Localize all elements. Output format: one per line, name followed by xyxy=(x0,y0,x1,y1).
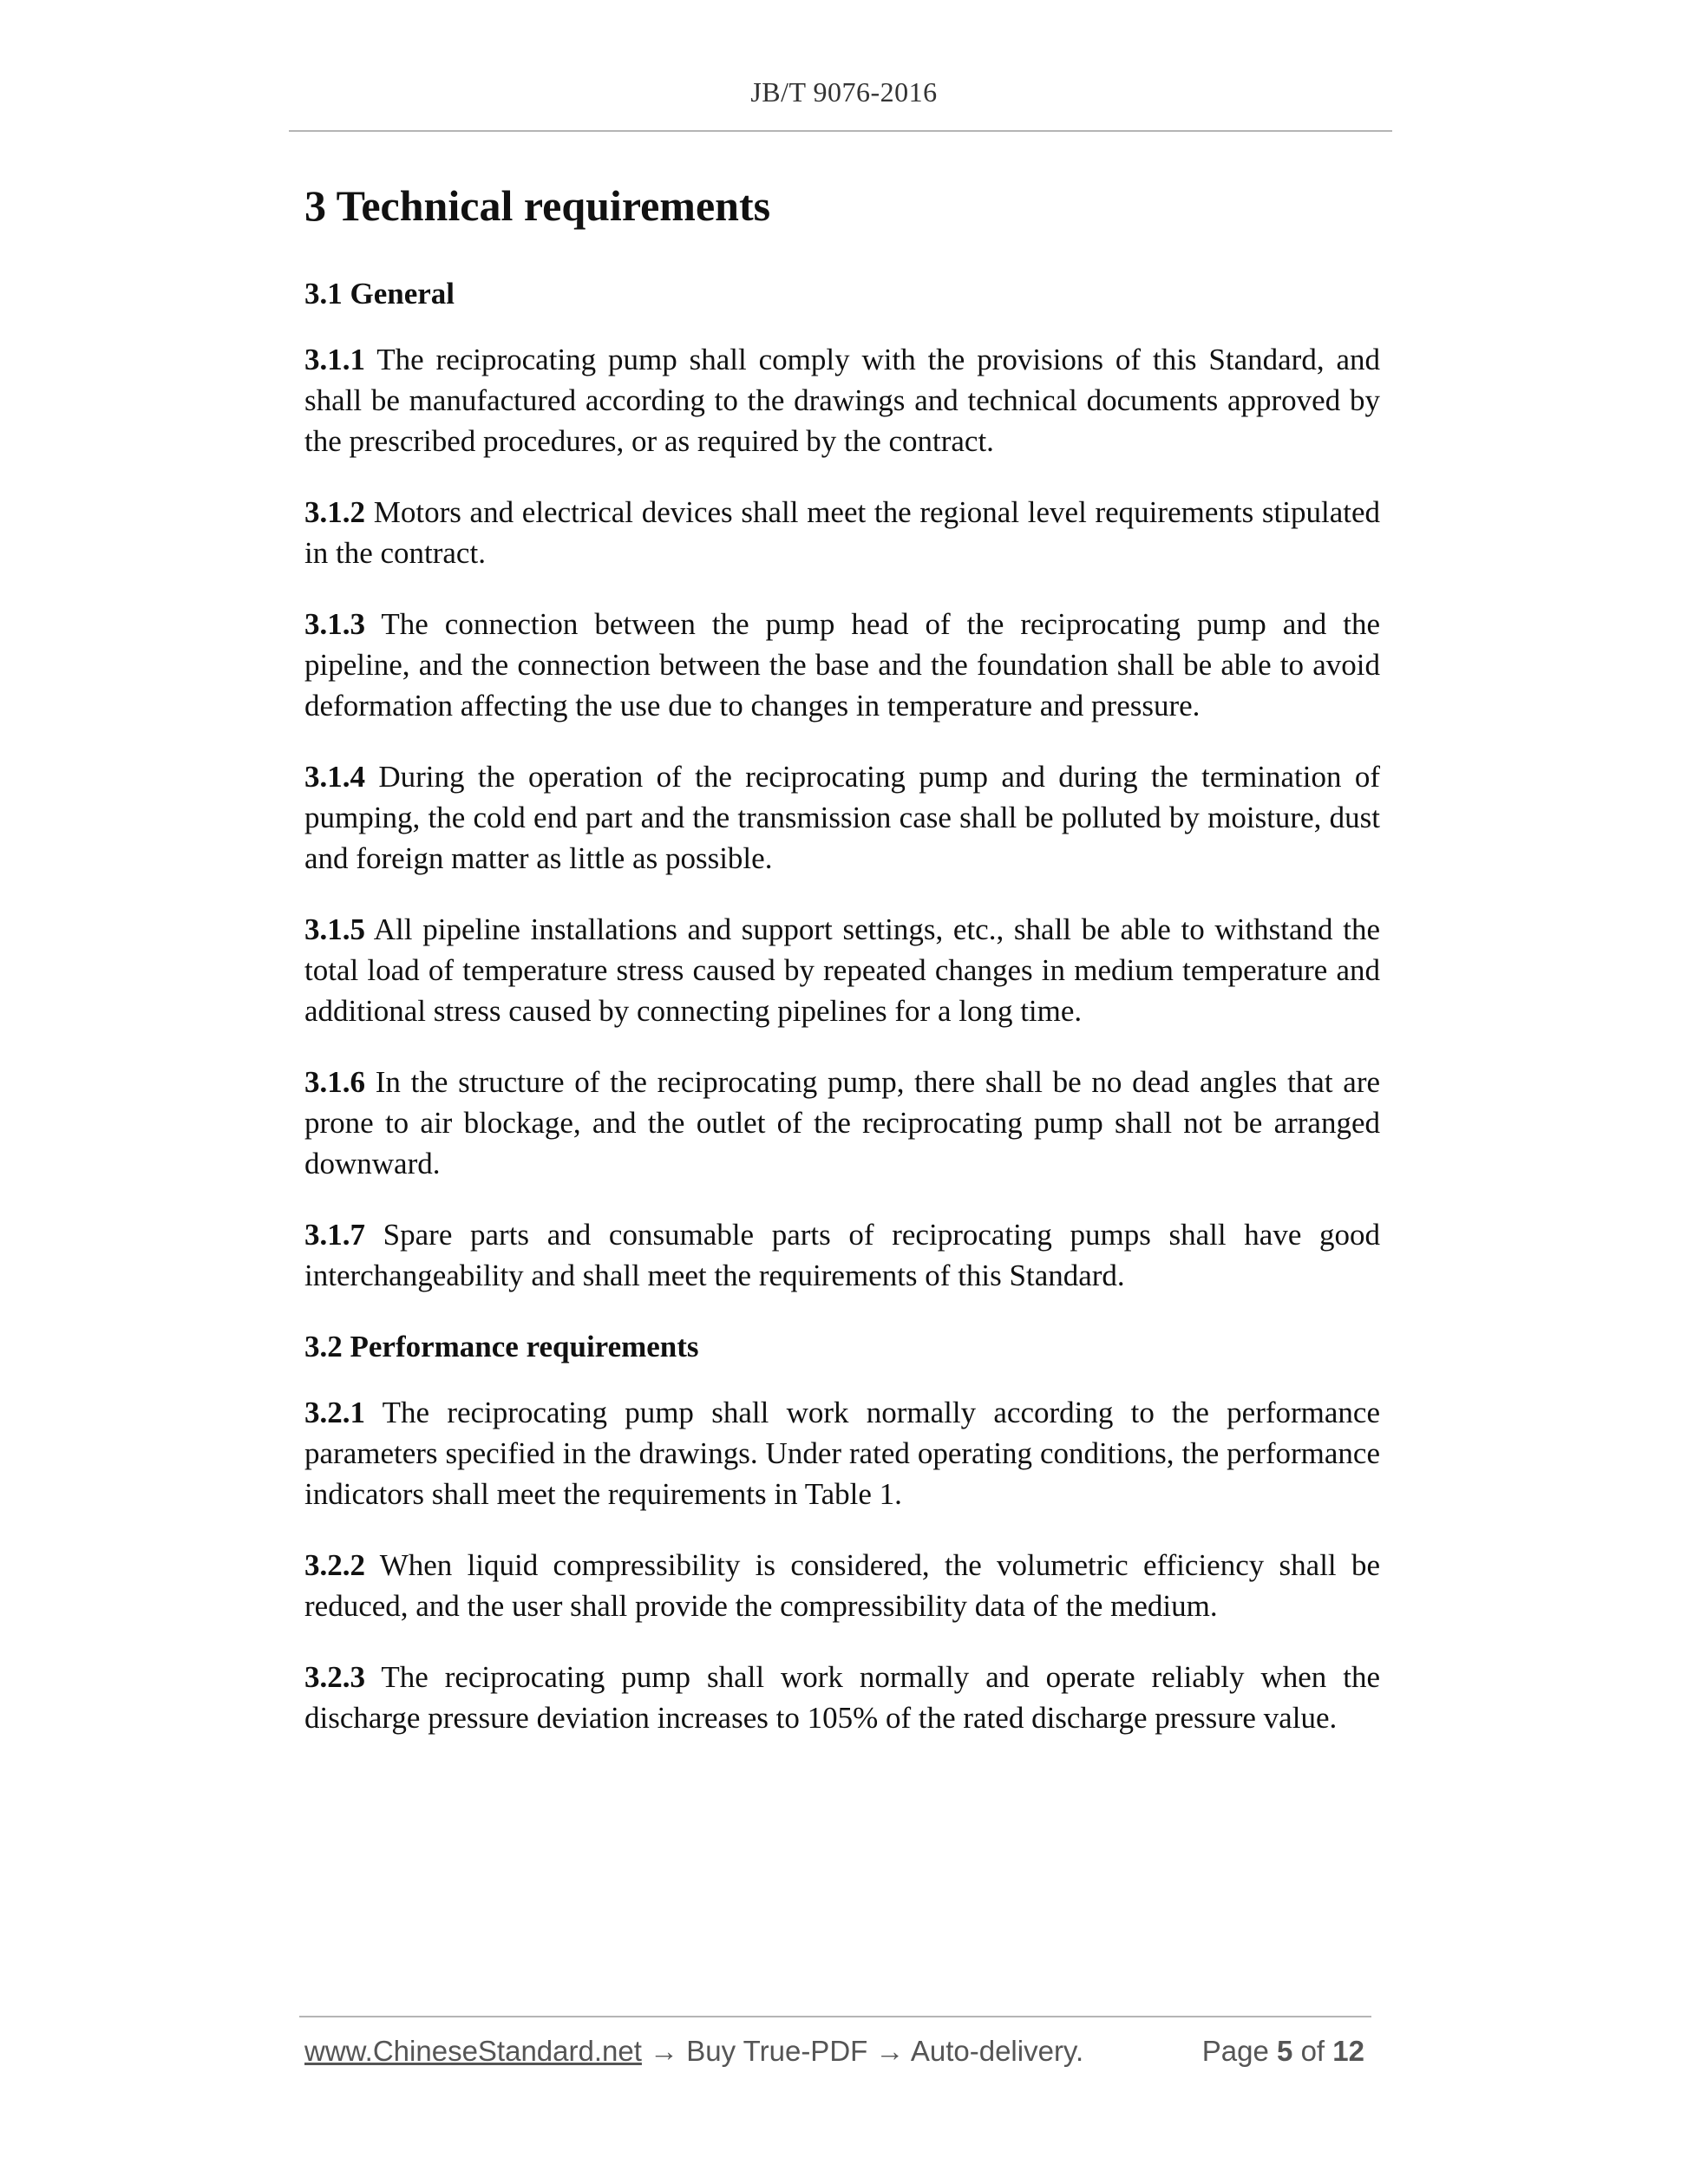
clause-text: The reciprocating pump shall work normally and operate reliably when the discharge pressure deviation increases to 105% of the rated discharge pressure value. xyxy=(304,1660,1380,1735)
clause xyxy=(304,604,1380,726)
footer-promo xyxy=(304,2035,1083,2068)
clause-text: The reciprocating pump shall work normally according to the performance parameters specified in the drawings. Under rated operating conditions, the performance indicators shall meet the requirements in Table 1. xyxy=(304,1396,1380,1511)
clause-text: In the structure of the reciprocating pump, there shall be no dead angles that are prone to air blockage, and the outlet of the reciprocating pump shall not be arranged downward. xyxy=(304,1065,1381,1180)
clause-text: Motors and electrical devices shall meet the regional level requirements stipulated in the contract. xyxy=(304,495,1381,570)
page-number xyxy=(1202,2035,1364,2068)
clause-text: The connection between the pump head of the reciprocating pump and the pipeline, and the connection between the base and the foundation shall be able to avoid deformation affecting the use due to changes in temperature and pressure. xyxy=(304,607,1380,723)
section-performance-requirements xyxy=(304,1326,1380,1738)
buy-text: Buy True-PDF xyxy=(686,2035,868,2067)
page-content xyxy=(304,178,1380,1769)
clause xyxy=(304,1214,1380,1296)
clause-number: 3.2.3 xyxy=(304,1660,365,1694)
clause xyxy=(304,339,1380,461)
clause-number: 3.1.6 xyxy=(304,1065,365,1099)
chapter-heading: 3 Technical requirements xyxy=(304,181,771,230)
clause-number: 3.1.5 xyxy=(304,912,365,946)
clause-number: 3.1.2 xyxy=(304,495,365,529)
section-heading: 3.2 Performance requirements xyxy=(304,1330,699,1363)
delivery-text: Auto-delivery. xyxy=(910,2035,1084,2067)
page-total: 12 xyxy=(1332,2035,1364,2067)
clause-number: 3.1.1 xyxy=(304,343,365,376)
section-general xyxy=(304,273,1380,1296)
clause-text: The reciprocating pump shall comply with the provisions of this Standard, and shall be manufactured according to the drawings and technical documents approved by the prescribed procedures, or as required by the contract. xyxy=(304,343,1380,458)
clause-number: 3.1.3 xyxy=(304,607,365,641)
clause xyxy=(304,756,1380,879)
document-code: JB/T 9076-2016 xyxy=(750,76,938,108)
clause-number: 3.1.4 xyxy=(304,760,365,794)
header-divider xyxy=(289,130,1392,132)
clause xyxy=(304,492,1380,573)
page-label: Page xyxy=(1201,2035,1269,2067)
footer-divider xyxy=(299,2016,1371,2017)
clause xyxy=(304,909,1380,1031)
clause-text: Spare parts and consumable parts of reciprocating pumps shall have good interchangeability and shall meet the requirements of this Standard. xyxy=(304,1218,1381,1292)
arrow-right-icon: → xyxy=(875,2035,905,2067)
clause xyxy=(304,1545,1380,1626)
clause-text: All pipeline installations and support settings, etc., shall be able to withstand the total load of temperature stress caused by repeated changes in medium temperature and additional stress caused by connecting pipelines for a long time. xyxy=(304,912,1380,1028)
clause xyxy=(304,1062,1380,1184)
clause-text: When liquid compressibility is considered, the volumetric efficiency shall be reduced, and the user shall provide the compressibility data of the medium. xyxy=(304,1548,1380,1623)
clause-number: 3.1.7 xyxy=(304,1218,365,1252)
clause xyxy=(304,1392,1380,1514)
page-of: of xyxy=(1300,2035,1325,2067)
section-heading: 3.1 General xyxy=(304,277,455,311)
page-current: 5 xyxy=(1277,2035,1293,2067)
page-footer xyxy=(304,2035,1371,2073)
arrow-right-icon: → xyxy=(650,2035,679,2067)
clause xyxy=(304,1657,1380,1738)
clause-number: 3.2.2 xyxy=(304,1548,365,1582)
clause-number: 3.2.1 xyxy=(304,1396,365,1429)
clause-text: During the operation of the reciprocating pump and during the termination of pumping, the cold end part and the transmission case shall be polluted by moisture, dust and foreign matter as little as possible. xyxy=(304,760,1380,875)
site-link[interactable]: www.ChineseStandard.net xyxy=(304,2035,642,2067)
